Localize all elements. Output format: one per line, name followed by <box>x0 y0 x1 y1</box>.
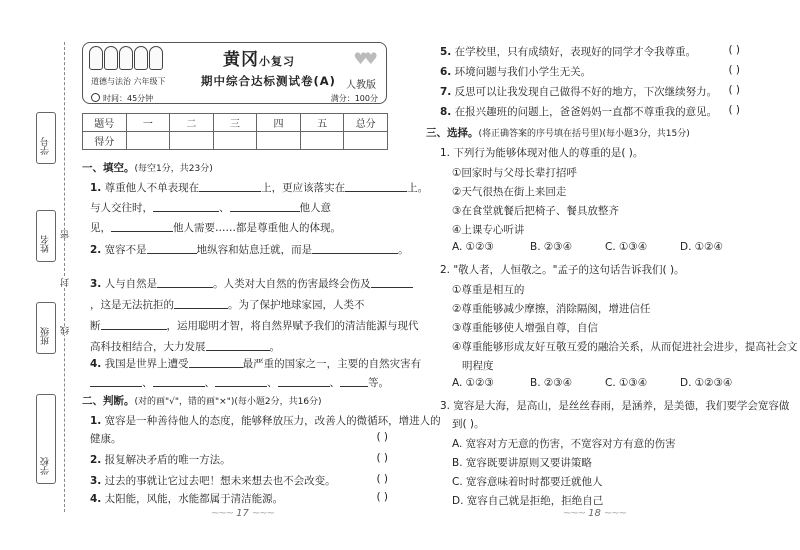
answer-paren[interactable]: ( ) <box>376 452 388 464</box>
option: 明程度 <box>462 360 494 372</box>
score-table <box>82 113 388 150</box>
seal-char: 密 <box>61 230 71 239</box>
answer-paren[interactable]: ( ) <box>728 104 740 116</box>
choice-a[interactable]: A. 宽容对方无意的伤害，不宽容对方有意的伤害 <box>452 438 676 450</box>
option: ④上课专心听讲 <box>452 224 525 236</box>
time-limit: 时间：45分钟 <box>91 93 153 104</box>
answer-paren[interactable]: ( ) <box>728 64 740 76</box>
class-box: 班级 <box>36 302 56 354</box>
answer-paren[interactable]: ( ) <box>728 44 740 56</box>
seal-line <box>64 42 65 512</box>
answer-paren[interactable]: ( ) <box>376 473 388 485</box>
option: ③尊重能够使人增强自尊，自信 <box>452 322 598 334</box>
option: ②天气很热在街上来回走 <box>452 186 567 198</box>
judge-2: 2. 报复解决矛盾的唯一方法。 ( ) <box>90 452 388 466</box>
section-fill-blank: 一、填空。(每空1分，共23分) <box>82 162 213 174</box>
exam-header <box>82 42 387 104</box>
judge-3: 3. 过去的事就让它过去吧！想未来想去也不会改变。 ( ) <box>90 473 388 487</box>
judge-1: 1. 宽容是一种善待他人的态度，能够释放压力，改善人的微循环，增进人的 <box>90 415 441 427</box>
name-box: 姓名 <box>36 210 56 262</box>
choice-3-stem: 3. 宽容是大海，是高山，是丝丝春雨，是涵养，是美德，我们要学会宽容做 <box>440 400 790 412</box>
exam-spread: 学号 姓名 班级 学校 密 封 线 黄冈小复习 ♥♥ 道德与法治 六年级下 期中综合达标测试卷(A) 人教版 时间：45分钟 满分：100分 题号 一 二 三 四 五 总分 得分 一、填空。(每空1分，共23分) 1. 尊重他人不单表现在 上，更应该落实在 上。 与人交往时， 、 他人意 见， 他人需要……都是尊重他人的体现。 2. 宽容不是 地纵容和姑息迁就，而是 。 3. 人与自然是 。人类对大自然的伤害最终会伤及 ，这是无法抗拒的 。为了保护地球家园，人类不 断 ，运用聪明才智，将自然界赋予我们的清洁能源与现代 高科技相结合，大力发展 。 4. 我国是世界上遭受 最严重的国家之一，主要的自然灾害有 、 、 、 、 等。 二、判断。(对的画"√"，错的画"×")(每小题2分，共16分) 1. 宽容是一种善待他人的态度，能够释放压力，改善人的微循环，增进人的 健康。 ( ) 2. 报复解决矛盾的唯一方法。 ( ) 3. 过去的事就让它过去吧！想未来想去也不会改变。 ( ) 4. 太阳能，风能，水能都属于清洁能源。 ( ) ~~~ 17 ~~~ 5. 在学校里，只有成绩好，表现好的同学才令我尊重。 ( ) 6. 环境问题与我们小学生无关。 ( ) 7. 反思可以让我发现自己做得不好的地方，下次继续努力。 ( ) 8. 在报兴趣班的问题上，爸爸妈妈一直都不尊重我的意见。 ( ) 三、选择。(将正确答案的序号填在括号里)(每小题3分，共15分) 1. 下列行为能够体现对他人的尊重的是( )。 ①回家时与父母长辈打招呼 ②天气很热在街上来回走 ③在食堂就餐后把椅子、餐具放整齐 ④上课专心听讲 A. ①②③ B. ②③④ C. ①③④ D. ①②④ 2. "敬人者，人恒敬之。"孟子的这句话告诉我们( )。 ①尊重是相互的 ②尊重能够减少摩擦，消除隔阂，增进信任 ③尊重能够使人增强自尊，自信 ④尊重能够形成友好互敬互爱的融洽关系，从而促进社会进步，提高社会文 明程度 A. ①②③ B. ②③④ C. ①③④ D. ①②③④ 3. 宽容是大海，是高山，是丝丝春雨，是涵养，是美德，我们要学会宽容做 到( )。 A. 宽容对方无意的伤害，不宽容对方有意的伤害 B. 宽容既要讲原则又要讲策略 C. 宽容意味着时时都要迁就他人 D. 宽容自己就是拒绝，拒绝自己 ~~~ 18 ~~~ <box>0 0 800 550</box>
question-4: 4. 我国是世界上遭受 最严重的国家之一，主要的自然灾害有 <box>90 358 422 370</box>
student-id-box: 学号 <box>36 112 56 164</box>
question-3: 3. 人与自然是 。人类对大自然的伤害最终会伤及 <box>90 276 413 291</box>
clock-icon <box>91 93 100 102</box>
judge-7: 7. 反思可以让我发现自己做得不好的地方，下次继续努力。 ( ) <box>440 84 740 98</box>
question-1: 1. 尊重他人不单表现在 上，更应该落实在 上。 <box>90 182 429 194</box>
page-number: ~~~ 17 ~~~ <box>208 508 277 519</box>
section-choice: 三、选择。(将正确答案的序号填在括号里)(每小题3分，共15分) <box>426 127 690 139</box>
choice-d[interactable]: D. 宽容自己就是拒绝，拒绝自己 <box>452 495 604 507</box>
answer-paren[interactable]: ( ) <box>728 84 740 96</box>
subject-label: 道德与法治 六年级下 <box>91 77 166 86</box>
choice-b[interactable]: B. 宽容既要讲原则又要讲策略 <box>452 457 592 469</box>
binding-strip <box>30 42 71 512</box>
brand-logo: 黄冈小复习 <box>223 50 295 70</box>
option: ④尊重能够形成友好互敬互爱的融洽关系，从而促进社会进步，提高社会文 <box>452 341 798 353</box>
school-box: 学校 <box>36 394 56 484</box>
choice-a[interactable]: A. ①②③ <box>452 241 494 253</box>
judge-6: 6. 环境问题与我们小学生无关。 ( ) <box>440 64 740 78</box>
choice-b[interactable]: B. ②③④ <box>530 241 573 253</box>
table-row: 题号 一 二 三 四 五 总分 <box>83 114 388 132</box>
choice-d[interactable]: D. ①②④ <box>680 241 723 253</box>
choice-2-stem: 2. "敬人者，人恒敬之。"孟子的这句话告诉我们( )。 <box>440 264 685 276</box>
choice-c[interactable]: C. ①③④ <box>605 377 648 389</box>
choice-b[interactable]: B. ②③④ <box>530 377 573 389</box>
page-number: ~~~ 18 ~~~ <box>560 508 629 519</box>
edition-label: 人教版 <box>346 80 376 91</box>
seal-char: 线 <box>61 326 71 335</box>
hearts-decoration: ♥♥ <box>353 49 374 68</box>
section-judge: 二、判断。(对的画"√"，错的画"×")(每小题2分，共16分) <box>82 395 322 407</box>
choice-c[interactable]: C. 宽容意味着时时都要迁就他人 <box>452 476 603 488</box>
option: ③在食堂就餐后把椅子、餐具放整齐 <box>452 205 619 217</box>
judge-5: 5. 在学校里，只有成绩好，表现好的同学才令我尊重。 ( ) <box>440 44 740 58</box>
option: ②尊重能够减少摩擦，消除隔阂，增进信任 <box>452 303 651 315</box>
answer-paren[interactable]: ( ) <box>376 431 388 443</box>
judge-8: 8. 在报兴趣班的问题上，爸爸妈妈一直都不尊重我的意见。 ( ) <box>440 104 740 118</box>
answer-paren[interactable]: ( ) <box>376 491 388 503</box>
seal-char: 封 <box>61 278 71 287</box>
option: ①尊重是相互的 <box>452 284 525 296</box>
choice-a[interactable]: A. ①②③ <box>452 377 494 389</box>
choice-1-stem: 1. 下列行为能够体现对他人的尊重的是( )。 <box>440 147 644 159</box>
children-illustration <box>89 46 164 72</box>
judge-4: 4. 太阳能，风能，水能都属于清洁能源。 ( ) <box>90 491 388 505</box>
question-2: 2. 宽容不是 地纵容和姑息迁就，而是 。 <box>90 244 409 256</box>
table-row: 得分 <box>83 132 388 150</box>
choice-c[interactable]: C. ①③④ <box>605 241 648 253</box>
option: ①回家时与父母长辈打招呼 <box>452 167 577 179</box>
exam-title: 期中综合达标测试卷(A) <box>201 74 336 88</box>
full-score: 满分：100分 <box>330 94 378 103</box>
choice-d[interactable]: D. ①②③④ <box>680 377 733 389</box>
